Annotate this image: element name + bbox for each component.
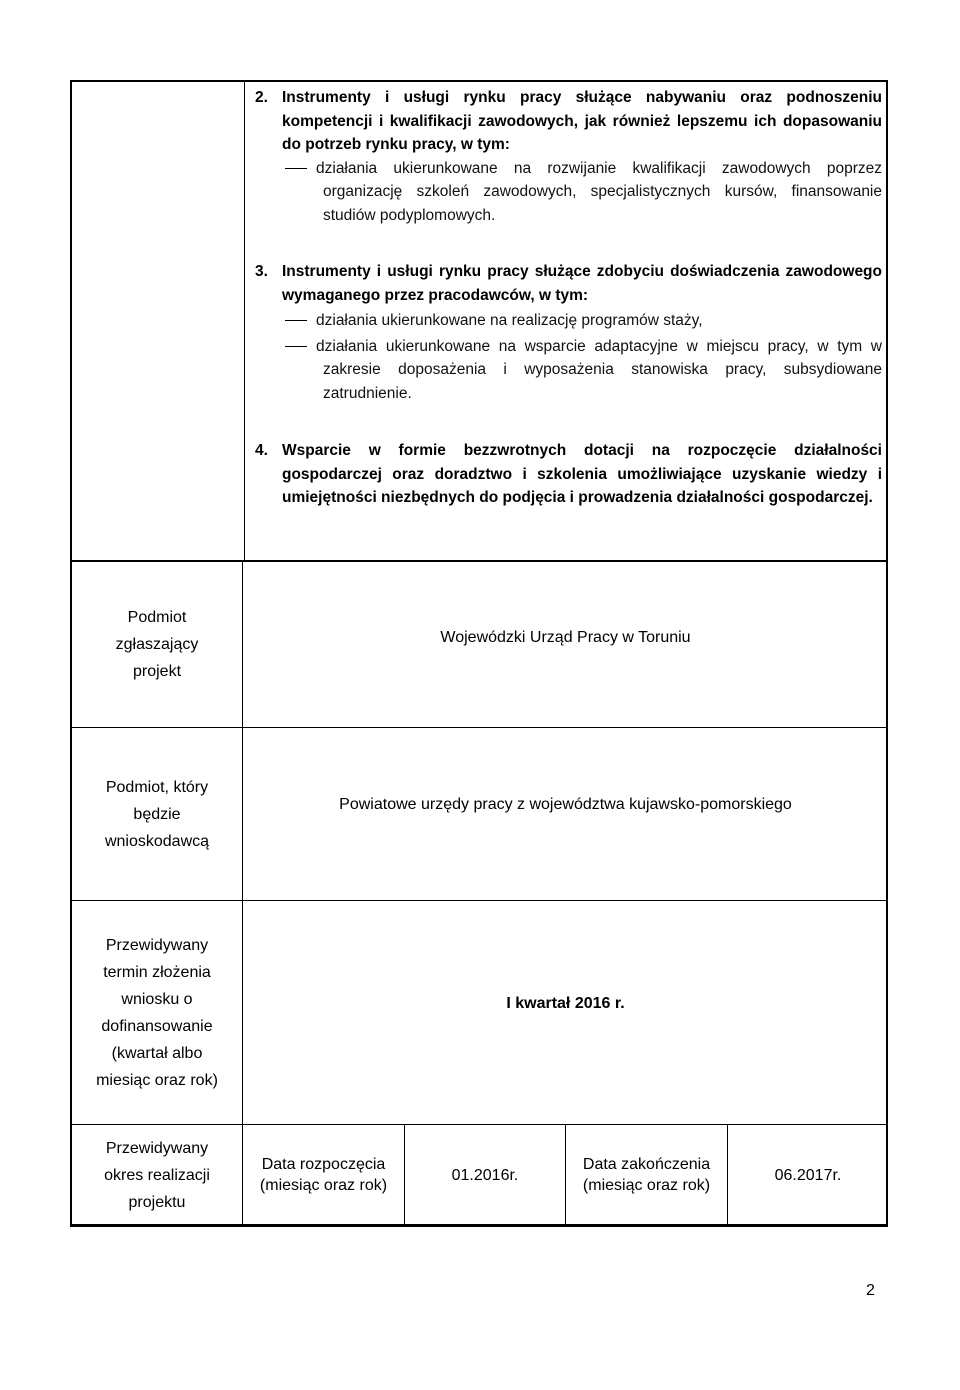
submission-value: I kwartał 2016 r.: [506, 995, 625, 1012]
beneficiary-label: Podmiot, który będzie wnioskodawcą: [104, 778, 210, 850]
section-title: Wsparcie w formie bezzwrotnych dotacji na rozpoczęcie działalności gospodarczej oraz doradztwo i szkolenia umożliwiające uzyskanie wiedzy i umiejętności niezbędnych do podjęcia i prowadzenia działalności gospodarczej.: [282, 442, 882, 506]
applicant-value: Wojewódzki Urząd Pracy w Toruniu: [440, 629, 691, 646]
list-item-text: działania ukierunkowane na realizację programów staży,: [316, 312, 703, 329]
column-divider: [244, 80, 245, 560]
list-item: [255, 157, 882, 228]
end-label: Data zakończenia (miesiąc oraz rok): [582, 1156, 711, 1194]
applicant-label: Podmiot zgłaszający projekt: [115, 609, 199, 680]
end-value: 06.2017r.: [774, 1166, 842, 1184]
section-2: [255, 86, 882, 227]
section-number: 4.: [255, 442, 268, 459]
section-number: 2.: [255, 89, 268, 106]
start-value: 01.2016r.: [451, 1166, 519, 1184]
dash-bullet: [285, 346, 307, 347]
period-label: Przewidywany okres realizacji projektu: [104, 1139, 210, 1211]
section-title: Instrumenty i usługi rynku pracy służące zdobyciu doświadczenia zawodowego wymaganego przez pracodawców, w tym:: [282, 263, 882, 304]
submission-label: Przewidywany termin złożenia wniosku o dofinansowanie (kwartał albo miesiąc oraz rok): [96, 936, 218, 1089]
start-label: Data rozpoczęcia (miesiąc oraz rok): [259, 1156, 388, 1194]
section-4: [255, 439, 882, 510]
list-item-text: działania ukierunkowane na rozwijanie kwalifikacji zawodowych poprzez organizację szkoleń zawodowych, specjalistycznych kursów, finansowanie studiów podyplomowych.: [316, 159, 882, 224]
list-item: [255, 309, 882, 333]
list-item: [255, 335, 882, 406]
page-number: 2: [866, 1282, 875, 1299]
beneficiary-value: Powiatowe urzędy pracy z województwa kujawsko-pomorskiego: [339, 795, 792, 813]
dash-bullet: [285, 168, 307, 169]
dash-bullet: [285, 320, 307, 321]
list-item-text: działania ukierunkowane na wsparcie adaptacyjne w miejscu pracy, w tym w zakresie doposażenia i wyposażenia stanowiska pracy, subsydiowane zatrudnienie.: [316, 337, 882, 402]
section-title: Instrumenty i usługi rynku pracy służące nabywaniu oraz podnoszeniu kompetencji i kwalifikacji zawodowych, jak również lepszemu ich dopasowaniu do potrzeb rynku pracy, w tym:: [282, 89, 882, 153]
section-3: [255, 260, 882, 405]
section-number: 3.: [255, 263, 268, 280]
